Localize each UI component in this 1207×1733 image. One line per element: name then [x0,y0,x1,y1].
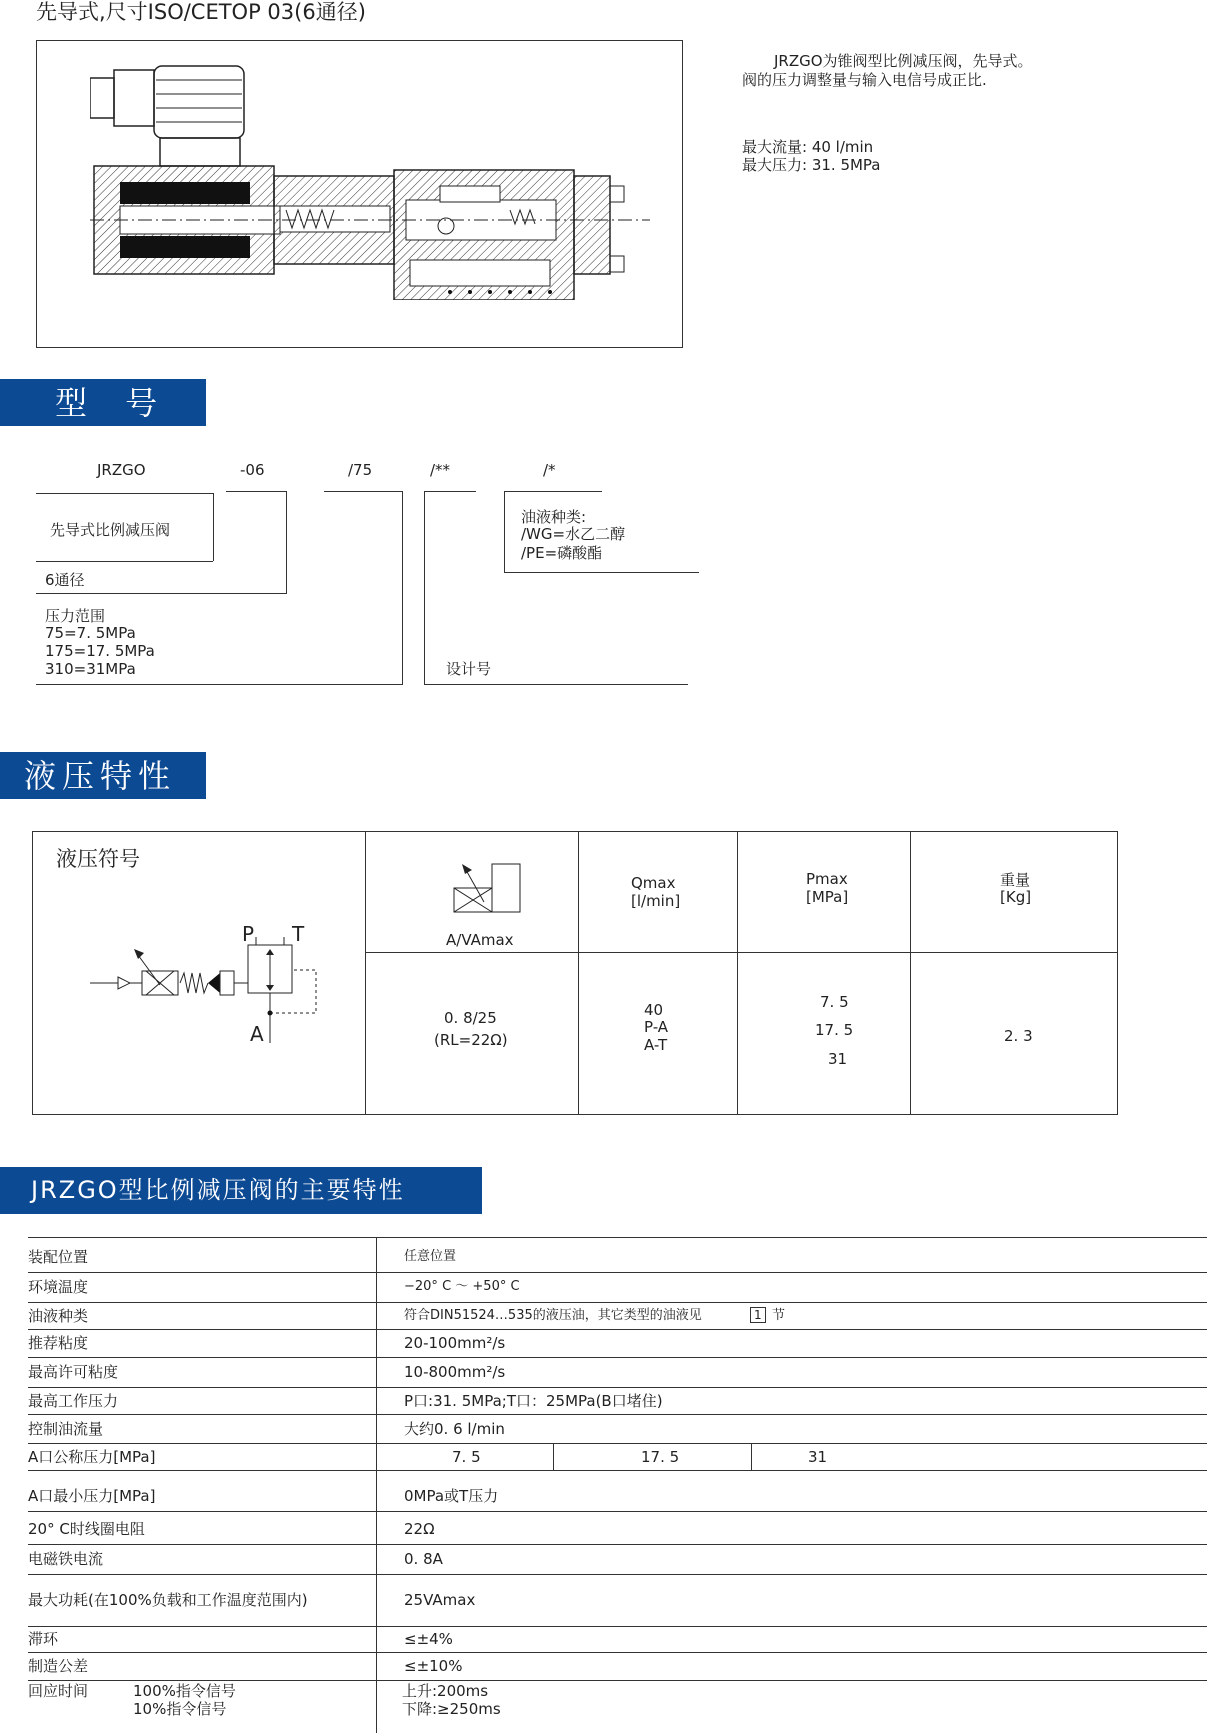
page-title: 先导式,尺寸ISO/CETOP 03(6通径) [36,0,366,24]
model-pressure-title: 压力范围 [45,607,106,625]
row-divider [28,1470,1207,1471]
val-q-flow: 40 [644,1001,664,1019]
hydraulic-header-text: 液压特性 [24,757,177,795]
spec-label: 控制油流量 [28,1420,104,1438]
val-weight: 2. 3 [1004,1027,1033,1045]
spec-value: 10-800mm²/s [404,1363,506,1381]
port-a-label: A [250,1022,264,1046]
spec-label: 电磁铁电流 [28,1550,104,1568]
spec-value: ≤±10% [404,1657,463,1675]
column-divider [751,1443,752,1470]
port-p-label: P [242,922,255,946]
spec-label: 20° C时线圈电阻 [28,1520,145,1538]
hydraulic-section-header [0,752,206,799]
product-description-line1: JRZGO为锥阀型比例减压阀，先导式。 [774,52,1033,70]
model-fluid-title: 油液种类: [521,508,587,526]
max-pressure: 最大压力: 31. 5MPa [742,156,881,174]
col-p-header-1: Pmax [806,870,848,888]
model-pressure-310: 310=31MPa [45,660,136,678]
spec-value: 符合DIN51524…535的液压油，其它类型的油液见 [404,1308,702,1323]
row-divider [28,1626,1207,1627]
max-flow: 最大流量: 40 l/min [742,138,874,156]
model-code-series: JRZGO [97,461,146,479]
row-divider [28,1652,1207,1653]
port-t-label: T [292,922,305,946]
spec-label: 油液种类 [28,1307,89,1325]
spec-value: 下降:≥250ms [402,1700,501,1718]
model-code-design: /** [430,461,451,479]
specs-header-text: JRZGO型比例减压阀的主要特性 [31,1176,405,1204]
spec-label: 制造公差 [28,1657,89,1675]
row-divider [28,1302,1207,1303]
model-pressure-75: 75=7. 5MPa [45,624,136,642]
column-divider [376,1237,377,1733]
row-divider [28,1387,1207,1388]
spec-value: 17. 5 [641,1448,680,1466]
model-fluid-wg: /WG=水乙二醇 [521,525,626,543]
spec-value: 大约0. 6 l/min [404,1420,505,1438]
spec-sublabel: 10%指令信号 [133,1700,227,1718]
row-divider [28,1272,1207,1273]
spec-label: 回应时间 [28,1682,89,1700]
col-weight-header-2: [Kg] [1000,888,1032,906]
spec-label: 环境温度 [28,1278,89,1296]
row-divider [28,1574,1207,1575]
row-divider [28,1329,1207,1330]
row-divider [28,1511,1207,1512]
hydraulic-symbol-title: 液压符号 [56,847,140,871]
val-q-at: A-T [644,1036,668,1054]
spec-value: 0MPa或T压力 [404,1487,499,1505]
val-p-75: 7. 5 [820,993,849,1011]
model-desc-valve: 先导式比例减压阀 [50,521,171,539]
row-divider [28,1680,1207,1681]
model-section-header [0,379,206,426]
model-code-pressure: /75 [348,461,373,479]
val-q-pa: P-A [644,1018,669,1036]
spec-label: 最高许可粘度 [28,1363,119,1381]
spec-label: A口最小压力[MPa] [28,1487,156,1505]
col-weight-header-1: 重量 [1000,871,1031,889]
specs-section-header [0,1167,482,1214]
row-divider [28,1357,1207,1358]
column-divider [553,1443,554,1470]
val-p-175: 17. 5 [815,1021,854,1039]
col-p-header-2: [MPa] [806,888,849,906]
spec-value: P口:31. 5MPa;T口：25MPa(B口堵住) [404,1392,663,1410]
spec-sublabel: 100%指令信号 [133,1682,236,1700]
spec-value-suffix: 节 [772,1308,786,1323]
spec-label: 最大功耗(在100%负载和工作温度范围内) [28,1591,308,1609]
row-divider [28,1414,1207,1415]
spec-value: −20° C ～ +50° C [404,1279,520,1294]
model-pressure-175: 175=17. 5MPa [45,642,155,660]
col-q-header-1: Qmax [631,874,676,892]
spec-value: 7. 5 [452,1448,481,1466]
spec-value: ≤±4% [404,1630,453,1648]
solenoid-symbol-icon [450,862,526,916]
model-header-text: 型 号 [55,384,172,422]
row-divider [28,1443,1207,1444]
model-code-size: -06 [240,461,265,479]
spec-value: 上升:200ms [402,1682,489,1700]
row-divider [28,1237,1207,1238]
model-desc-size: 6通径 [45,571,85,589]
spec-label: A口公称压力[MPa] [28,1448,156,1466]
model-fluid-pe: /PE=磷酸酯 [521,544,603,562]
model-design-no: 设计号 [446,660,492,678]
val-power-1: 0. 8/25 [444,1009,497,1027]
spec-value: 22Ω [404,1520,435,1538]
col-q-header-2: [l/min] [631,892,681,910]
spec-value: 31 [808,1448,828,1466]
spec-value: 20-100mm²/s [404,1334,506,1352]
product-description-line2: 阀的压力调整量与输入电信号成正比. [742,71,987,89]
spec-value: 25VAmax [404,1591,476,1609]
spec-label: 推荐粘度 [28,1334,89,1352]
spec-label: 最高工作压力 [28,1392,119,1410]
section-ref-box: 1 [750,1307,766,1323]
spec-value: 任意位置 [404,1249,457,1264]
row-divider [28,1544,1207,1545]
valve-cross-section-drawing [90,60,650,300]
col-power-header: A/VAmax [446,931,514,949]
spec-value: 0. 8A [404,1550,443,1568]
val-p-31: 31 [828,1050,848,1068]
spec-label: 滞环 [28,1630,59,1648]
val-power-2: (RL=22Ω) [434,1031,508,1049]
spec-label: 装配位置 [28,1248,89,1266]
model-code-fluid: /* [543,461,556,479]
